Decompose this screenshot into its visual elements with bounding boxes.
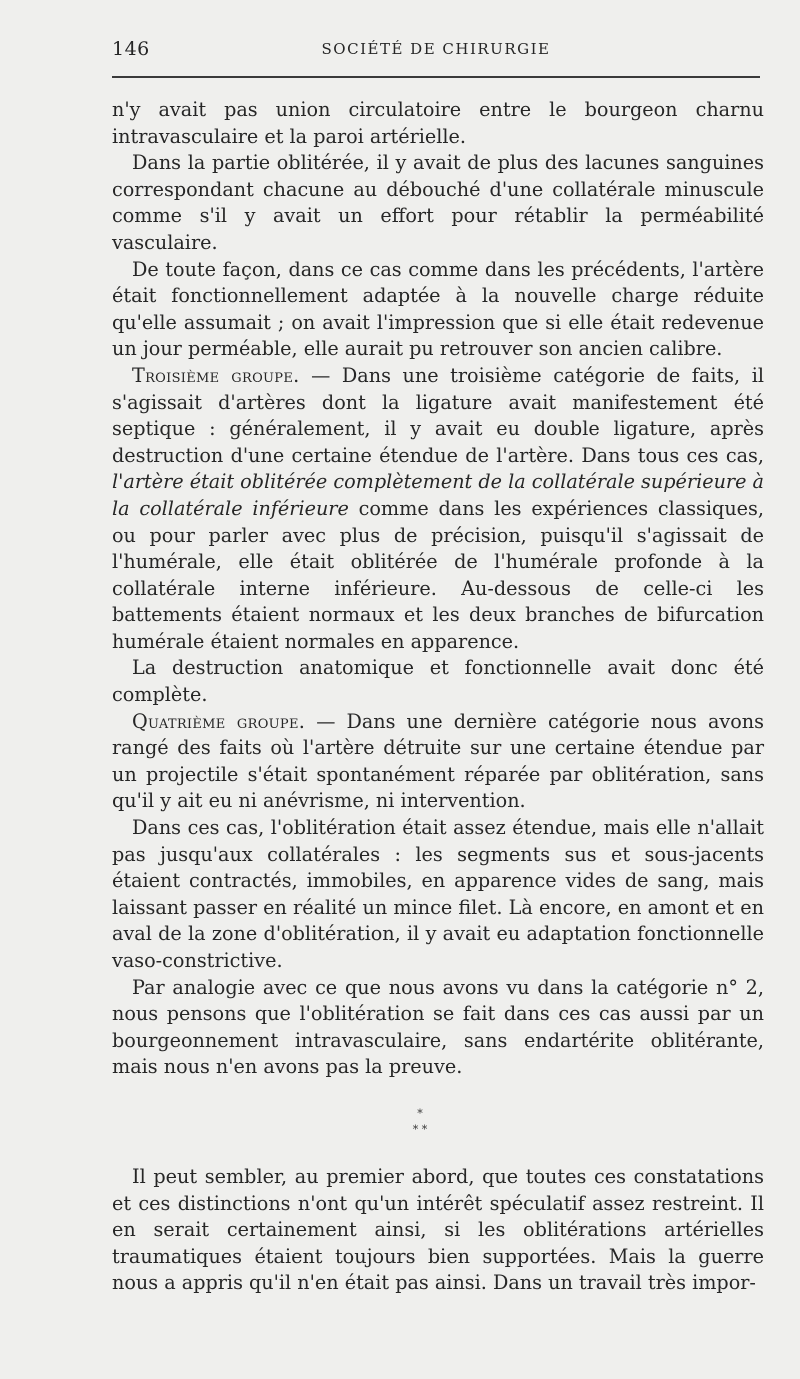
paragraph: n'y avait pas union circulatoire entre le bourgeon charnu intravasculaire et la paroi artérielle. bbox=[112, 98, 764, 148]
paragraph-text: — Dans une troisième catégorie de faits, il s'agissait d'artères dont la ligature avait manifestement été septique : généralement, il y avait eu double ligature, après destruction d'une certaine étendue de l'artère. Dans tous ces cas, bbox=[112, 363, 764, 467]
paragraph: Dans la partie oblitérée, il y avait de plus des lacunes sanguines correspondant chacune au débouché d'une collatérale minuscule comme s'il y avait un effort pour rétablir la perméabilité vasculaire. bbox=[112, 151, 764, 254]
page-number: 146 bbox=[112, 38, 150, 60]
paragraph-troisieme-groupe bbox=[112, 363, 764, 656]
header-rule bbox=[112, 76, 760, 78]
ornament-top: * bbox=[417, 1107, 423, 1120]
page-header bbox=[112, 38, 760, 68]
paragraph-text: — Dans une dernière catégorie nous avons rangé des faits où l'artère détruite sur une certaine étendue par un projectile s'était spontanément réparée par oblitération, sans qu'il y ait eu ni anévrisme, ni intervention. bbox=[112, 709, 764, 813]
paragraph: Il peut sembler, au premier abord, que toutes ces constatations et ces distinctions n'ont qu'un intérêt spéculatif assez restreint. Il en serait certainement ainsi, si les oblitérations artérielles traumatiques étaient toujours bien supportées. Mais la guerre nous a appris qu'il n'en était pas ainsi. Dans un travail très impor- bbox=[112, 1165, 764, 1295]
paragraph-text: comme dans les expériences classiques, ou pour parler avec plus de précision, puisqu'il s'agissait de l'humérale, elle était oblitérée de l'humérale profonde à la collatérale interne inférieure. Au-dessous de celle-ci les battements étaient normaux et les deux branches de bifurcation humérale étaient normales en apparence. bbox=[112, 496, 764, 653]
ornament-bottom: * * bbox=[412, 1123, 428, 1136]
paragraph-quatrieme-groupe bbox=[112, 709, 764, 815]
paragraph: La destruction anatomique et fonctionnelle avait donc été complète. bbox=[112, 656, 764, 707]
paragraph: Dans ces cas, l'oblitération était assez étendue, mais elle n'allait pas jusqu'aux collatérales : les segments sus et sous-jacents étaient contractés, immobiles, en apparence vides de sang, mais laissant passer en réalité un mince filet. Là encore, en amont et en aval de la zone d'oblitération, il y avait eu adaptation fonctionnelle vaso-constrictive. bbox=[112, 816, 764, 972]
section-heading: Troisième groupe. bbox=[132, 363, 300, 387]
section-heading: Quatrième groupe. bbox=[132, 709, 306, 733]
section-ornament bbox=[400, 1106, 440, 1138]
body-text bbox=[112, 97, 764, 1081]
body-text-continued bbox=[112, 1164, 764, 1297]
running-title: SOCIÉTÉ DE CHIRURGIE bbox=[321, 40, 551, 58]
italic-emphasis: l'artère était oblitérée complètement de la collatérale supérieure à la collatérale inférieure bbox=[112, 470, 764, 520]
paragraph: Par analogie avec ce que nous avons vu dans la catégorie n° 2, nous pensons que l'oblitération se fait dans ces cas aussi par un bourgeonnement intravasculaire, sans endartérite oblitérante, mais nous n'en avons pas la preuve. bbox=[112, 975, 764, 1079]
paragraph: De toute façon, dans ce cas comme dans les précédents, l'artère était fonctionnellement adaptée à la nouvelle charge réduite qu'elle assumait ; on avait l'impression que si elle était redevenue un jour perméable, elle aurait pu retrouver son ancien calibre. bbox=[112, 257, 764, 361]
